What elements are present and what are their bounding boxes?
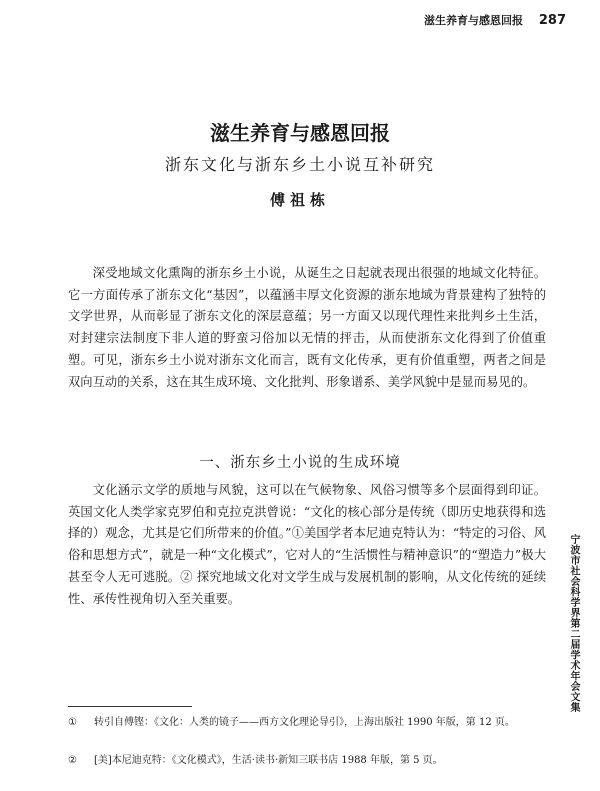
side-collection-label: 宁波市社会科学界第二届学术年会文集	[568, 534, 579, 713]
body-paragraph-2: 文化涵示文学的质地与风貌，这可以在气候物象、风俗习惯等多个层面得到印证。英国文化人类学家克罗伯和克拉克洪曾说：“文化的核心部分是传统（即历史地获得和选择的）观念，尤其是它们所带来的价值。”①美国学者本尼迪克特认为：“特定的习俗、风俗和思想方式”，就是一种“文化模式”，它对人的“生活惯性与精神意识”的“塑造力”极大甚至令人无可逃脱。② 探究地域文化对文学生成与发展机制的影响，从文化传统的延续性、承传性视角切入至关重要。	[68, 483, 546, 606]
body-paragraph-1: 深受地域文化熏陶的浙东乡土小说，从诞生之日起就表现出很强的地域文化特征。它一方面传承了浙东文化“基因”，以蕴涵丰厚文化资源的浙东地域为背景建构了独特的文学世界，从而彰显了浙东文化的深层意蕴；另一方面又以现代理性来批判乡土生活，对封建宗法制度下非人道的野蛮习俗加以无情的抨击，从而使浙东文化得到了价值重塑。可见，浙东乡土小说对浙东文化而言，既有文化传承，更有价值重塑，两者之间是双向互动的关系，这在其生成环境、文化批判、形象谱系、美学风貌中是显而易见的。	[68, 266, 546, 389]
footnote-text: [美]本尼迪克特：《文化模式》，生活·读书·新知三联书店 1988 年版，第 5 页。	[94, 755, 443, 766]
section-heading: 一、浙东乡土小说的生成环境	[199, 455, 401, 471]
running-header	[424, 12, 566, 28]
footnote-marker: ②	[68, 755, 77, 766]
article-title: 滋生养育与感恩回报	[210, 121, 390, 145]
running-header-title: 滋生养育与感恩回报	[424, 14, 524, 27]
article-author: 傅祖栋	[269, 191, 330, 209]
footnote-2	[68, 752, 546, 769]
footnote-text: 转引自傅铿：《文化：人类的镜子——西方文化理论导引》，上海出版社 1990 年版，第 12 页。	[94, 717, 515, 728]
article-subtitle: 浙东文化与浙东乡土小说互补研究	[164, 155, 435, 174]
page-number: 287	[538, 13, 566, 28]
footnote-1	[68, 714, 546, 731]
footnote-marker: ①	[68, 717, 77, 728]
footnote-divider	[68, 706, 192, 707]
